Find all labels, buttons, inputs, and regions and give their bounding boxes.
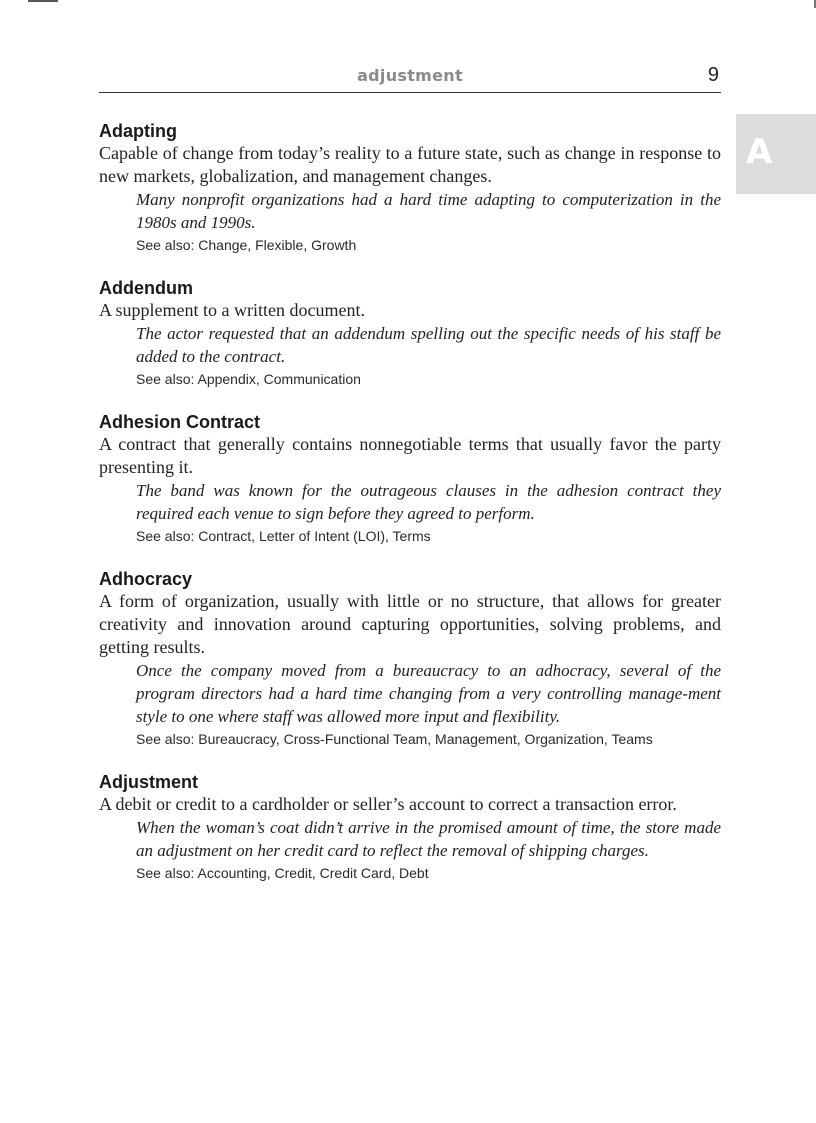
thumb-index-tab xyxy=(736,114,816,194)
entry-see-also: See also: Change, Flexible, Growth xyxy=(136,237,357,253)
crop-mark xyxy=(28,0,58,2)
glossary-entry xyxy=(99,771,721,885)
entry-example: Once the company moved from a bureaucracy to an adhocracy, several of the program directors had a hard time changing from a very controlling manage-ment style to one where staff was allowed more input and flexibility. xyxy=(136,661,721,726)
glossary-entry xyxy=(99,568,721,751)
page-number: 9 xyxy=(707,64,719,86)
entry-term: Adhesion Contract xyxy=(99,412,261,432)
glossary-entry xyxy=(99,120,721,257)
glossary-entry xyxy=(99,411,721,548)
entry-term: Addendum xyxy=(99,278,193,298)
entry-definition: A debit or credit to a cardholder or seller’s account to correct a transaction error. xyxy=(99,794,677,814)
glossary-entry xyxy=(99,277,721,391)
entry-example: The band was known for the outrageous clauses in the adhesion contract they required each venue to sign before they agreed to perform. xyxy=(136,481,721,523)
entry-term: Adjustment xyxy=(99,772,198,792)
glossary-entries xyxy=(99,120,721,905)
entry-see-also: See also: Contract, Letter of Intent (LOI), Terms xyxy=(136,528,431,544)
entry-example: Many nonprofit organizations had a hard time adapting to computerization in the 1980s and 1990s. xyxy=(136,190,721,232)
entry-term: Adapting xyxy=(99,121,177,141)
running-head xyxy=(99,62,721,93)
thumb-index-letter: A xyxy=(746,132,773,172)
entry-see-also: See also: Bureaucracy, Cross-Functional Team, Management, Organization, Teams xyxy=(136,731,653,747)
entry-definition: A contract that generally contains nonnegotiable terms that usually favor the party presenting it. xyxy=(99,434,721,477)
entry-definition: A supplement to a written document. xyxy=(99,300,365,320)
entry-definition: Capable of change from today’s reality to a future state, such as change in response to new markets, globalization, and management changes. xyxy=(99,143,721,186)
entry-see-also: See also: Appendix, Communication xyxy=(136,371,361,387)
entry-example: When the woman’s coat didn’t arrive in the promised amount of time, the store made an adjustment on her credit card to reflect the removal of shipping charges. xyxy=(136,818,721,860)
entry-term: Adhocracy xyxy=(99,569,193,589)
running-head-word: adjustment xyxy=(357,66,463,85)
entry-definition: A form of organization, usually with little or no structure, that allows for greater creativity and innovation around capturing opportunities, solving problems, and getting results. xyxy=(99,591,721,657)
entry-see-also: See also: Accounting, Credit, Credit Card, Debt xyxy=(136,865,429,881)
entry-example: The actor requested that an addendum spelling out the specific needs of his staff be added to the contract. xyxy=(136,324,721,366)
